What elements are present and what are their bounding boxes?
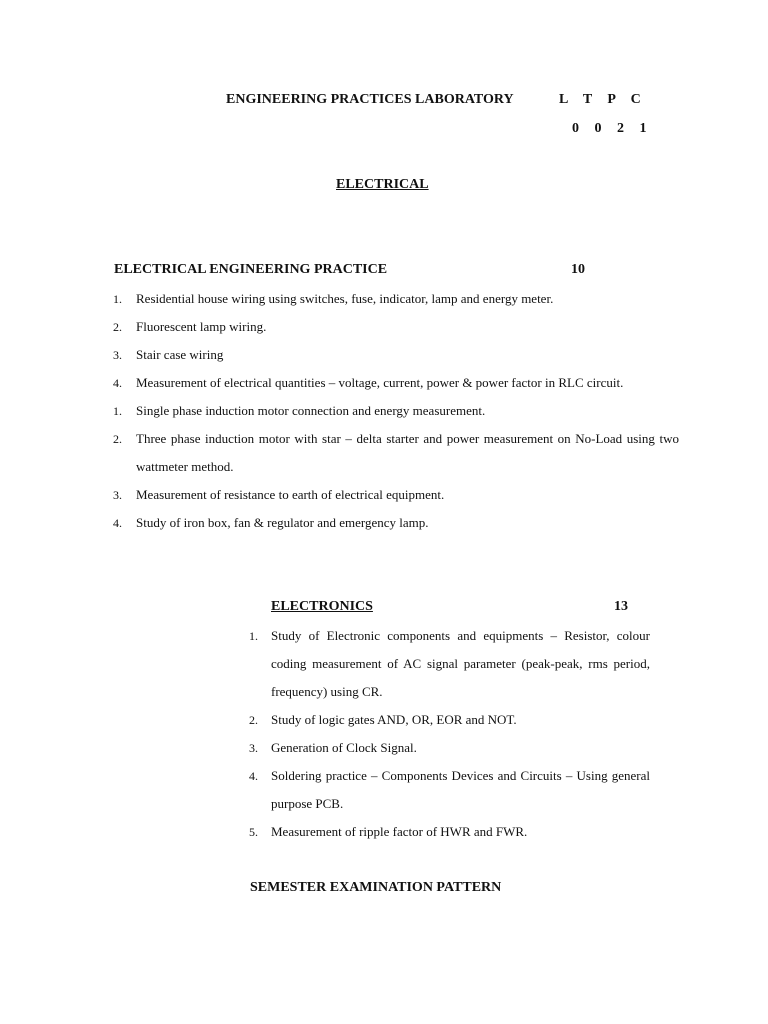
list-item <box>113 397 679 425</box>
subsection-title-electrical-practice: ELECTRICAL ENGINEERING PRACTICE <box>114 262 388 277</box>
section-title-exam-pattern: SEMESTER EXAMINATION PATTERN <box>250 880 502 895</box>
subsection-hours-electrical: 10 <box>571 262 585 277</box>
list-item-text: Generation of Clock Signal. <box>271 740 417 755</box>
list-item <box>113 285 679 313</box>
list-item <box>113 341 679 369</box>
list-item-text: Fluorescent lamp wiring. <box>136 319 267 334</box>
list-item-number: 2. <box>113 432 122 446</box>
list-item-text: Stair case wiring <box>136 347 224 362</box>
list-item-text: Single phase induction motor connection and energy measurement. <box>136 403 486 418</box>
list-item <box>113 313 679 341</box>
list-item-number: 4. <box>113 516 122 530</box>
ltpc-values: 0 0 2 1 <box>572 121 653 136</box>
list-item-number: 3. <box>113 488 122 502</box>
list-item <box>113 509 679 537</box>
list-item-text: Study of logic gates AND, OR, EOR and NOT. <box>271 712 517 727</box>
list-item-number: 1. <box>113 292 122 306</box>
list-item <box>113 425 679 481</box>
list-item-number: 1. <box>113 404 122 418</box>
list-item <box>249 622 650 706</box>
list-item-number: 5. <box>249 825 258 839</box>
list-item-number: 2. <box>113 320 122 334</box>
list-item-number: 4. <box>113 376 122 390</box>
section-title-electrical: ELECTRICAL <box>336 177 429 192</box>
ltpc-labels: L T P C <box>559 92 647 107</box>
list-item-number: 3. <box>113 348 122 362</box>
page-title: ENGINEERING PRACTICES LABORATORY <box>226 92 514 107</box>
list-item-number: 4. <box>249 769 258 783</box>
section-hours-electronics: 13 <box>614 599 628 614</box>
list-item <box>249 734 650 762</box>
list-item-number: 2. <box>249 713 258 727</box>
list-item-text: Three phase induction motor with star – delta starter and power measurement on No-Load using two wattmeter method. <box>136 431 679 474</box>
electrical-list <box>113 285 679 537</box>
list-item <box>249 706 650 734</box>
list-item <box>249 818 650 846</box>
list-item-text: Study of iron box, fan & regulator and emergency lamp. <box>136 515 429 530</box>
list-item-text: Residential house wiring using switches, fuse, indicator, lamp and energy meter. <box>136 291 554 306</box>
list-item <box>113 369 679 397</box>
section-title-electronics: ELECTRONICS <box>271 599 373 614</box>
list-item <box>249 762 650 818</box>
list-item-number: 3. <box>249 741 258 755</box>
list-item-text: Measurement of electrical quantities – voltage, current, power & power factor in RLC circuit. <box>136 375 624 390</box>
list-item-number: 1. <box>249 629 258 643</box>
list-item-text: Measurement of ripple factor of HWR and FWR. <box>271 824 528 839</box>
list-item-text: Measurement of resistance to earth of electrical equipment. <box>136 487 445 502</box>
list-item-text: Study of Electronic components and equipments – Resistor, colour coding measurement of AC signal parameter (peak-peak, rms period, frequency) using CR. <box>271 628 650 699</box>
list-item <box>113 481 679 509</box>
electronics-list <box>249 622 650 846</box>
list-item-text: Soldering practice – Components Devices and Circuits – Using general purpose PCB. <box>271 768 650 811</box>
